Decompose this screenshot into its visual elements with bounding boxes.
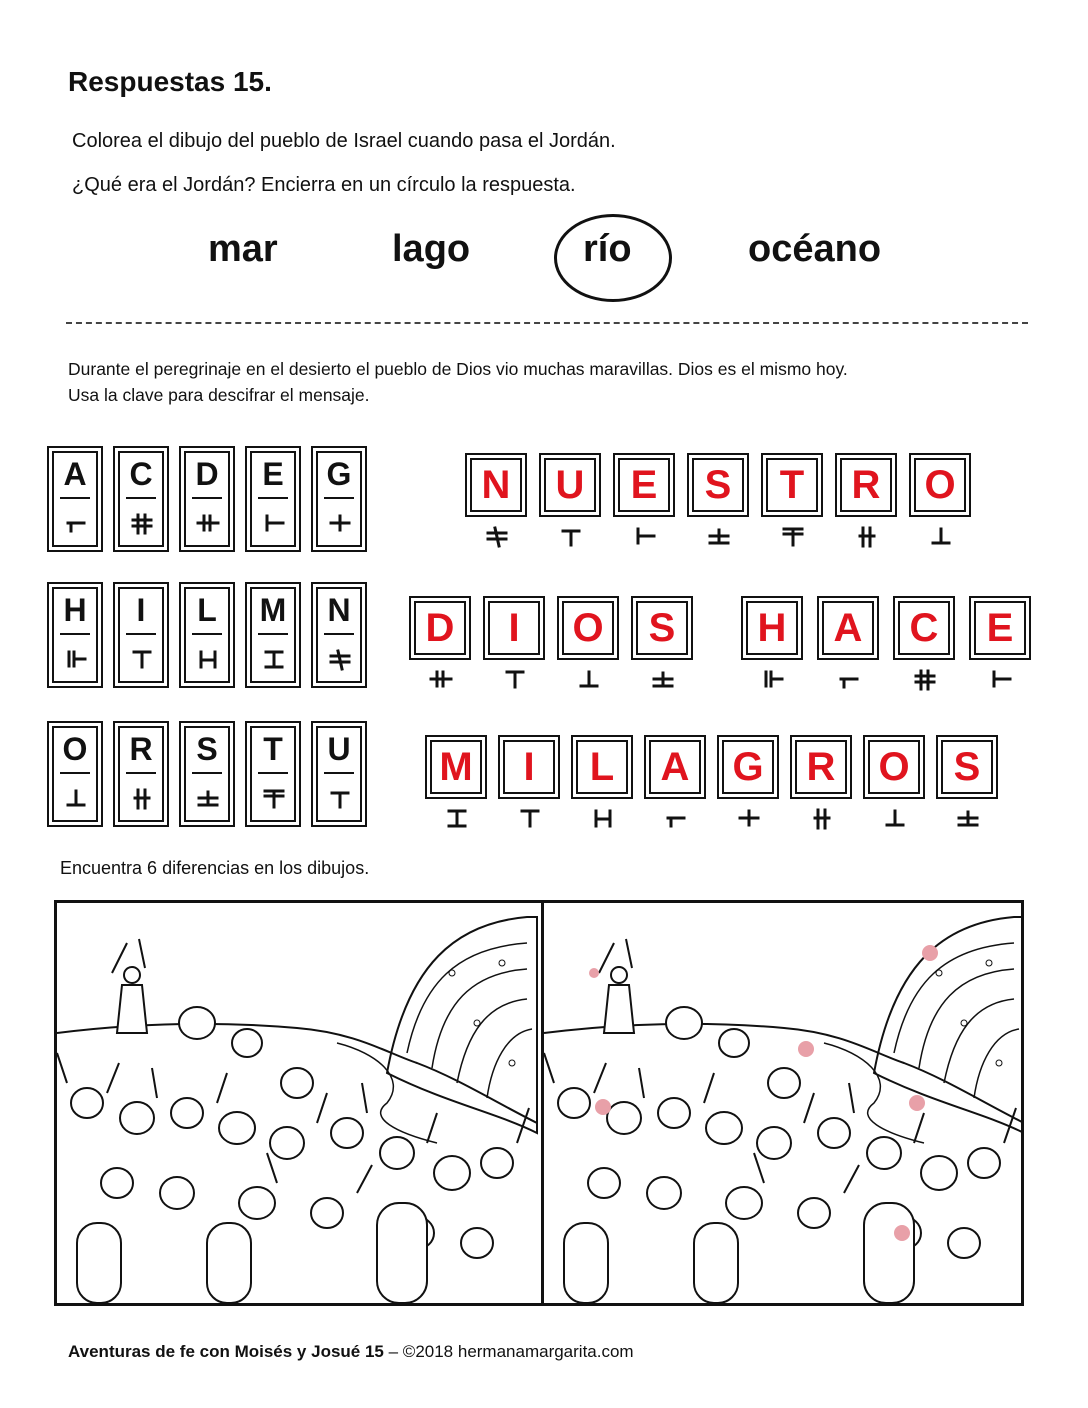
answer-symbol bbox=[482, 522, 510, 555]
difference-marker bbox=[909, 1095, 925, 1111]
key-symbol-u bbox=[325, 784, 353, 812]
key-symbol-s bbox=[193, 784, 221, 812]
differences-picture bbox=[54, 900, 1024, 1306]
key-letter: H bbox=[63, 592, 87, 628]
key-symbol-n bbox=[325, 645, 353, 673]
answer-tile-r: R bbox=[840, 458, 892, 512]
difference-marker bbox=[798, 1041, 814, 1057]
answer-symbol bbox=[778, 522, 806, 555]
key-card-r bbox=[118, 726, 164, 822]
key-letter: A bbox=[63, 456, 87, 492]
answer-symbol bbox=[926, 522, 954, 555]
answer-tile-g: G bbox=[722, 740, 774, 794]
section-divider bbox=[66, 322, 1028, 324]
answer-symbol bbox=[880, 804, 908, 837]
key-letter: L bbox=[197, 592, 217, 628]
key-card-e bbox=[250, 451, 296, 547]
key-card-a bbox=[52, 451, 98, 547]
key-card-s bbox=[184, 726, 230, 822]
answer-symbol-g bbox=[734, 804, 762, 832]
difference-marker bbox=[894, 1225, 910, 1241]
key-letter: S bbox=[196, 731, 218, 767]
key-symbol-d bbox=[193, 509, 221, 537]
key-symbol-o bbox=[61, 784, 89, 812]
key-bar bbox=[192, 633, 222, 635]
answer-tile-m: M bbox=[430, 740, 482, 794]
key-bar bbox=[60, 633, 90, 635]
answer-symbol-e bbox=[986, 665, 1014, 693]
answer-symbol bbox=[758, 665, 786, 698]
key-card-g bbox=[316, 451, 362, 547]
key-bar bbox=[192, 772, 222, 774]
answer-symbol-r bbox=[807, 804, 835, 832]
instruction-color: Colorea el dibujo del pueblo de Israel cuando pasa el Jordán. bbox=[72, 130, 616, 152]
answer-symbol-h bbox=[758, 665, 786, 693]
key-symbol-t bbox=[259, 784, 287, 812]
key-card-i bbox=[118, 587, 164, 683]
page-title: Respuestas 15. bbox=[68, 66, 272, 97]
answer-symbol bbox=[852, 522, 880, 555]
key-letter: U bbox=[327, 731, 351, 767]
answer-symbol-n bbox=[482, 522, 510, 550]
answer-tile-a: A bbox=[822, 601, 874, 655]
answer-symbol bbox=[556, 522, 584, 555]
key-card-n bbox=[316, 587, 362, 683]
choice-oceano: océano bbox=[748, 228, 882, 270]
answer-symbol-s bbox=[648, 665, 676, 693]
cipher-instructions bbox=[68, 356, 1038, 408]
answer-tile-i: I bbox=[503, 740, 555, 794]
difference-marker bbox=[589, 968, 599, 978]
answer-symbol-o bbox=[926, 522, 954, 550]
answer-symbol-a bbox=[661, 804, 689, 832]
footer bbox=[68, 1342, 634, 1362]
answer-tile-i: I bbox=[488, 601, 540, 655]
answer-symbol-c bbox=[910, 665, 938, 693]
answer-symbol bbox=[648, 665, 676, 698]
answer-symbol bbox=[986, 665, 1014, 698]
answer-symbol-o bbox=[880, 804, 908, 832]
answer-symbol-l bbox=[588, 804, 616, 832]
instruction-circle: ¿Qué era el Jordán? Encierra en un círculo la respuesta. bbox=[72, 174, 576, 196]
answer-symbol bbox=[630, 522, 658, 555]
key-letter: D bbox=[195, 456, 219, 492]
answer-tile-l: L bbox=[576, 740, 628, 794]
answer-symbol-a bbox=[834, 665, 862, 693]
key-symbol-a bbox=[61, 509, 89, 537]
key-letter: O bbox=[62, 731, 88, 767]
key-bar bbox=[60, 772, 90, 774]
cipher-instructions-line1: Durante el peregrinaje en el desierto el pueblo de Dios vio muchas maravillas. Dios es el mismo hoy. bbox=[68, 359, 848, 379]
choice-rio: río bbox=[583, 228, 632, 270]
key-letter: R bbox=[129, 731, 153, 767]
key-symbol-h bbox=[61, 645, 89, 673]
answer-symbol bbox=[588, 804, 616, 837]
answer-symbol-r bbox=[852, 522, 880, 550]
key-symbol-c bbox=[127, 509, 155, 537]
key-card-l bbox=[184, 587, 230, 683]
answer-symbol bbox=[515, 804, 543, 837]
answer-symbol-m bbox=[442, 804, 470, 832]
answer-symbol bbox=[442, 804, 470, 837]
footer-title: Aventuras de fe con Moisés y Josué 15 bbox=[68, 1342, 384, 1361]
answer-tile-r: R bbox=[795, 740, 847, 794]
answer-symbol-i bbox=[515, 804, 543, 832]
answer-symbol bbox=[734, 804, 762, 837]
answer-symbol-d bbox=[426, 665, 454, 693]
answer-tile-e: E bbox=[618, 458, 670, 512]
answer-symbol bbox=[661, 804, 689, 837]
answer-symbol bbox=[910, 665, 938, 698]
key-bar bbox=[126, 497, 156, 499]
key-symbol-r bbox=[127, 784, 155, 812]
answer-symbol-s bbox=[704, 522, 732, 550]
key-bar bbox=[324, 497, 354, 499]
key-bar bbox=[258, 633, 288, 635]
key-letter: E bbox=[262, 456, 284, 492]
key-card-c bbox=[118, 451, 164, 547]
answer-symbol-u bbox=[556, 522, 584, 550]
difference-marker bbox=[922, 945, 938, 961]
key-card-m bbox=[250, 587, 296, 683]
difference-marker bbox=[595, 1099, 611, 1115]
answer-symbol bbox=[834, 665, 862, 698]
key-bar bbox=[60, 497, 90, 499]
key-bar bbox=[258, 772, 288, 774]
answer-symbol-e bbox=[630, 522, 658, 550]
key-letter: M bbox=[259, 592, 287, 628]
answer-tile-n: N bbox=[470, 458, 522, 512]
key-bar bbox=[324, 633, 354, 635]
differences-label: Encuentra 6 diferencias en los dibujos. bbox=[60, 858, 370, 878]
choice-lago: lago bbox=[392, 228, 471, 270]
crowd-illustration bbox=[57, 903, 1021, 1303]
answer-tile-o: O bbox=[562, 601, 614, 655]
key-letter: T bbox=[263, 731, 283, 767]
answer-tile-t: T bbox=[766, 458, 818, 512]
key-symbol-g bbox=[325, 509, 353, 537]
answer-tile-u: U bbox=[544, 458, 596, 512]
answer-tile-a: A bbox=[649, 740, 701, 794]
answer-tile-o: O bbox=[914, 458, 966, 512]
key-symbol-e bbox=[259, 509, 287, 537]
key-card-t bbox=[250, 726, 296, 822]
choice-mar: mar bbox=[208, 228, 278, 270]
key-card-h bbox=[52, 587, 98, 683]
key-bar bbox=[126, 772, 156, 774]
key-letter: N bbox=[327, 592, 351, 628]
key-card-d bbox=[184, 451, 230, 547]
answer-tile-e: E bbox=[974, 601, 1026, 655]
answer-tile-s: S bbox=[636, 601, 688, 655]
answer-symbol-i bbox=[500, 665, 528, 693]
key-bar bbox=[192, 497, 222, 499]
answer-symbol-t bbox=[778, 522, 806, 550]
answer-tile-h: H bbox=[746, 601, 798, 655]
answer-symbol bbox=[574, 665, 602, 698]
difference-markers bbox=[589, 945, 938, 1241]
answer-tile-s: S bbox=[692, 458, 744, 512]
key-bar bbox=[126, 633, 156, 635]
key-letter: G bbox=[326, 456, 352, 492]
answer-symbol bbox=[426, 665, 454, 698]
answer-tile-o: O bbox=[868, 740, 920, 794]
answer-symbol bbox=[500, 665, 528, 698]
key-letter: C bbox=[129, 456, 153, 492]
answer-symbol bbox=[953, 804, 981, 837]
cipher-instructions-line2: Usa la clave para descifrar el mensaje. bbox=[68, 385, 370, 405]
answer-symbol-s bbox=[953, 804, 981, 832]
key-card-o bbox=[52, 726, 98, 822]
answer-tile-d: D bbox=[414, 601, 466, 655]
answer-tile-s: S bbox=[941, 740, 993, 794]
answer-symbol bbox=[807, 804, 835, 837]
answer-tile-c: C bbox=[898, 601, 950, 655]
key-letter: I bbox=[136, 592, 146, 628]
key-card-u bbox=[316, 726, 362, 822]
key-bar bbox=[258, 497, 288, 499]
key-bar bbox=[324, 772, 354, 774]
answer-symbol bbox=[704, 522, 732, 555]
key-symbol-m bbox=[259, 645, 287, 673]
answer-symbol-o bbox=[574, 665, 602, 693]
key-symbol-l bbox=[193, 645, 221, 673]
picture-divider bbox=[541, 903, 544, 1303]
key-symbol-i bbox=[127, 645, 155, 673]
footer-copyright: – ©2018 hermanamargarita.com bbox=[383, 1342, 634, 1361]
